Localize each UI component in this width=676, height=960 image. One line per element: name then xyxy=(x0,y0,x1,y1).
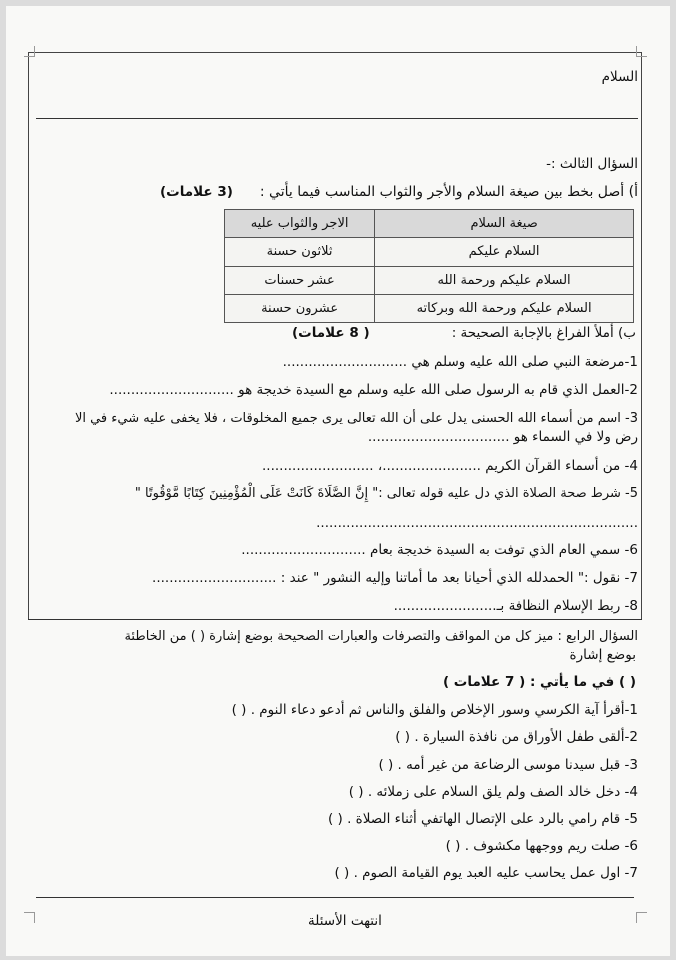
crop-mark xyxy=(636,912,647,923)
footer-text: انتهت الأسئلة xyxy=(308,913,382,929)
table-row xyxy=(225,294,634,322)
table-row xyxy=(225,266,634,294)
q3-part-b: ب) أملأ الفراغ بالإجابة الصحيحة : xyxy=(451,325,636,341)
judge-item: 6- صلت ريم ووجهها مكشوف . ( ) xyxy=(445,838,638,854)
q3-part-a-marks: (3 علامات) xyxy=(160,184,233,200)
fill-item: رض ولا في السماء هو ................................. xyxy=(367,429,638,445)
matching-table xyxy=(224,209,634,323)
fill-item: 6- سمي العام الذي توفت به السيدة خديجة بعام ............................. xyxy=(241,542,638,558)
judge-item: 3- قبل سيدنا موسى الرضاعة من غير أمه . ( ) xyxy=(378,757,638,773)
fill-item: 2-العمل الذي قام به الرسول صلى الله عليه وسلم مع السيدة خديجة هو ............................. xyxy=(109,382,638,398)
judge-item: 1-أقرأ آية الكرسي وسور الإخلاص والفلق والناس ثم أدعو دعاء النوم . ( ) xyxy=(231,702,638,718)
q3-part-a: أ) أصل بخط بين صيغة السلام والأجر والثواب المناسب فيما يأتي : xyxy=(259,184,638,200)
crop-mark xyxy=(636,46,647,57)
table-cell: السلام عليكم xyxy=(375,238,634,266)
table-cell: عشر حسنات xyxy=(225,266,375,294)
header-title: السلام xyxy=(601,69,638,85)
table-header: الاجر والثواب عليه xyxy=(225,210,375,238)
divider xyxy=(28,619,642,620)
fill-item: 4- من أسماء القرآن الكريم .......................، .......................... xyxy=(262,458,638,474)
divider xyxy=(36,897,634,898)
table-header-row xyxy=(225,210,634,238)
table-cell: عشرون حسنة xyxy=(225,294,375,322)
table-cell: ثلاثون حسنة xyxy=(225,238,375,266)
crop-mark xyxy=(24,912,35,923)
fill-item: ........................................................................... xyxy=(316,515,638,531)
judge-item: 2-ألقى طفل الأوراق من نافذة السيارة . ( ) xyxy=(395,729,638,745)
judge-item: 7- اول عمل يحاسب عليه العبد يوم القيامة الصوم . ( ) xyxy=(334,865,638,881)
q4-marks: ( ) في ما يأتي : ( 7 علامات ) xyxy=(442,674,636,690)
judge-item: 5- قام رامي بالرد على الإتصال الهاتفي أثناء الصلاة . ( ) xyxy=(327,811,638,827)
fill-item: 5- شرط صحة الصلاة الذي دل عليه قوله تعالى :" إِنَّ الصَّلَاةَ كَانَتْ عَلَى الْمُؤْمِنِينَ كِتَابًا مَّوْقُوتًا " xyxy=(134,486,638,501)
table-row xyxy=(225,238,634,266)
table-header: صيغة السلام xyxy=(375,210,634,238)
fill-item: 1-مرضعة النبي صلى الله عليه وسلم هي ............................. xyxy=(282,354,638,370)
fill-item: 8- ربط الإسلام النظافة بـ........................ xyxy=(393,598,638,614)
crop-mark xyxy=(24,46,35,57)
table-cell: السلام عليكم ورحمة الله وبركاته xyxy=(375,294,634,322)
q4-title: السؤال الرابع : ميز كل من المواقف والتصرفات والعبارات الصحيحة بوضع إشارة ( ) من الخاطئة xyxy=(124,629,638,644)
q3-title: السؤال الثالث :- xyxy=(546,156,638,172)
q3-part-b-marks: ( 8 علامات) xyxy=(292,325,370,341)
q4-title-cont: بوضع إشارة xyxy=(569,647,636,663)
fill-item: 3- اسم من أسماء الله الحسنى يدل على أن الله تعالى يرى جميع المخلوقات ، فلا يخفى عليه شيء في الا xyxy=(74,411,638,426)
divider xyxy=(36,118,638,119)
fill-item: 7- نقول :" الحمدلله الذي أحيانا بعد ما أماتنا وإليه النشور " عند : ............................. xyxy=(152,570,638,586)
table-cell: السلام عليكم ورحمة الله xyxy=(375,266,634,294)
judge-item: 4- دخل خالد الصف ولم يلق السلام على زملائه . ( ) xyxy=(348,784,638,800)
